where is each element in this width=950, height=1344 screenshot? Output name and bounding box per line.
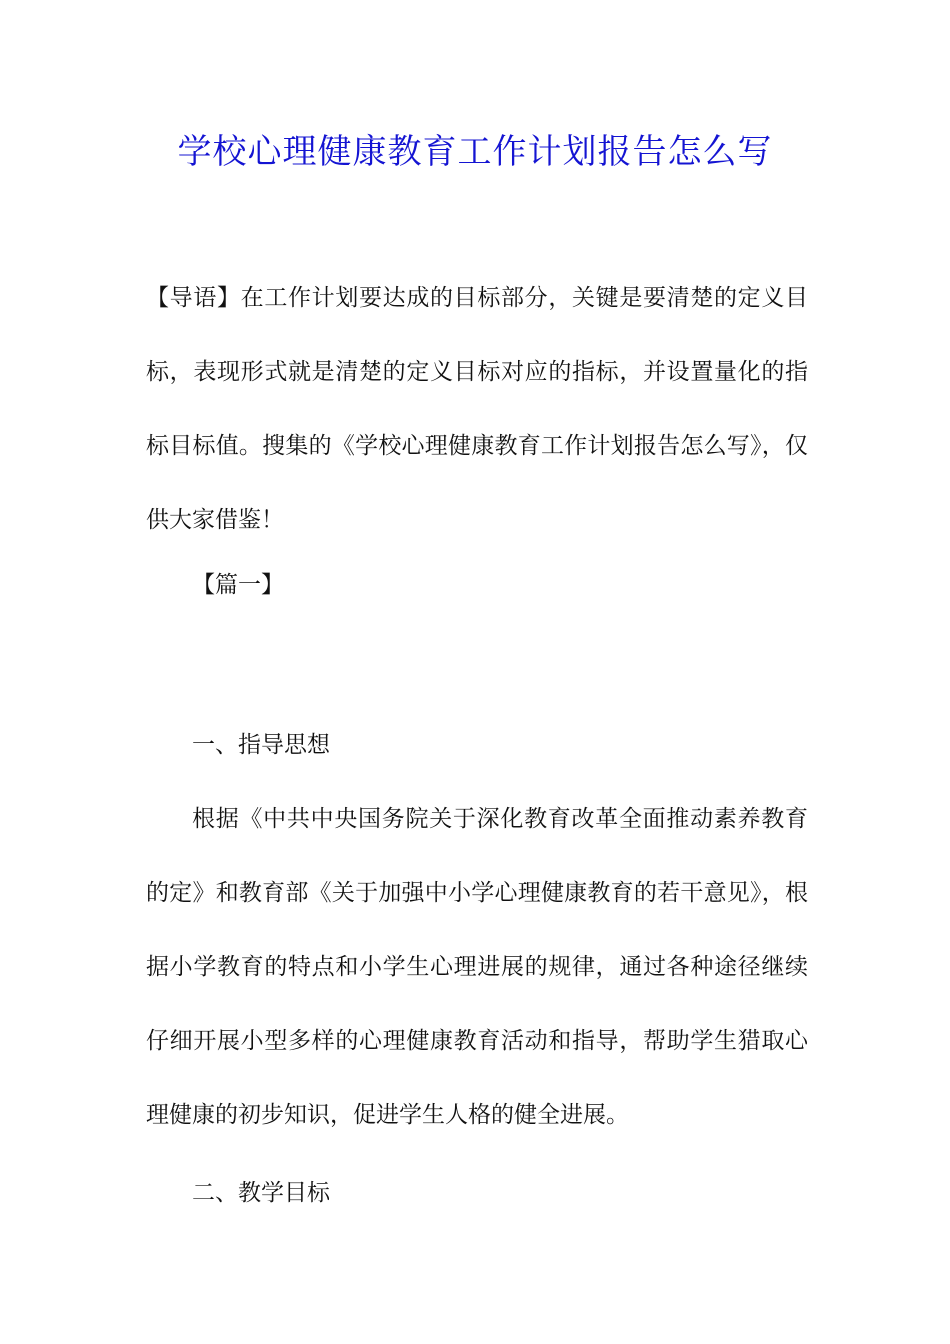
section-heading-guiding-thought: 一、指导思想 [192, 732, 330, 758]
section-tag: 【篇一】 [192, 572, 284, 598]
intro-paragraph: 【导语】在工作计划要达成的目标部分，关键是要清楚的定义目标，表现形式就是清楚的定义目标对应的指标，并设置量化的指标目标值。搜集的《学校心理健康教育工作计划报告怎么写》，仅供大家借鉴！ [146, 285, 808, 533]
document-title: 学校心理健康教育工作计划报告怎么写 [177, 132, 773, 172]
section-body-guiding-thought: 根据《中共中央国务院关于深化教育改革全面推动素养教育的定》和教育部《关于加强中小学心理健康教育的若干意见》，根据小学教育的特点和小学生心理进展的规律，通过各种途径继续仔细开展小型多样的心理健康教育活动和指导，帮助学生猎取心理健康的初步知识，促进学生人格的健全进展。 [146, 806, 808, 1128]
section-heading-teaching-goals: 二、教学目标 [192, 1180, 330, 1206]
